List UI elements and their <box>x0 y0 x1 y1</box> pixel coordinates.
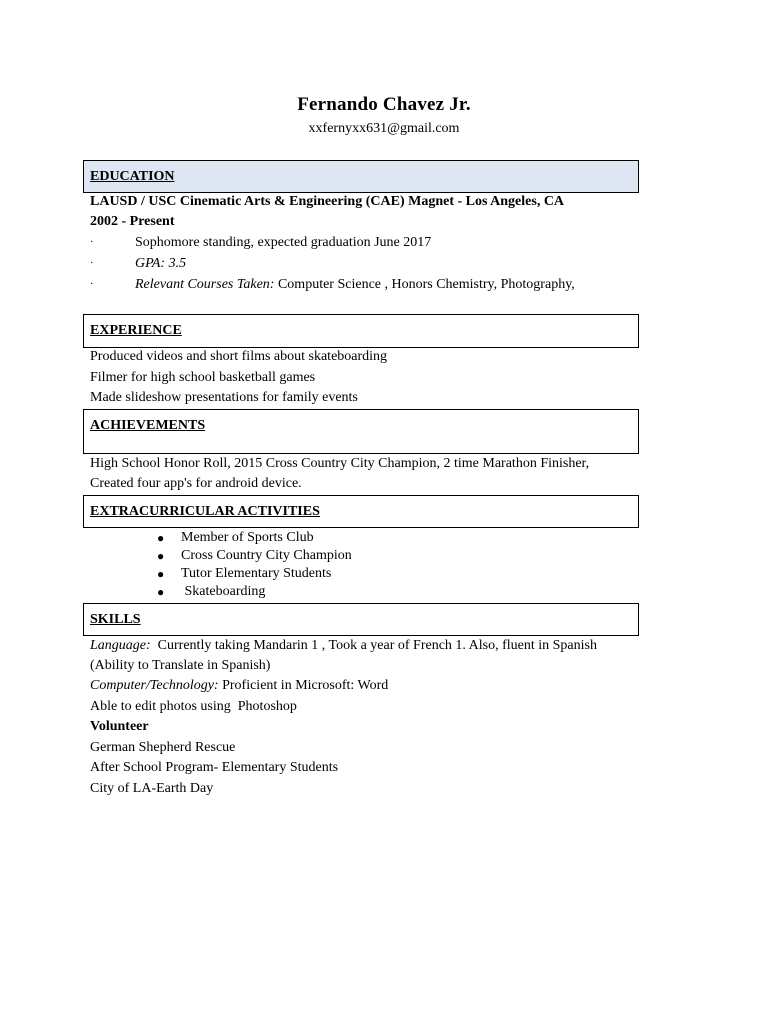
skills-photoshop: Able to edit photos using Photoshop <box>90 699 297 714</box>
language-value: Currently taking Mandarin 1 , Took a year of French 1. Also, fluent in Spanish <box>150 638 597 653</box>
extracurricular-item: Member of Sports Club <box>181 530 314 545</box>
achievements-line: Created four app's for android device. <box>90 476 302 491</box>
bullet-marker: ● <box>157 567 165 581</box>
skills-section-header <box>83 603 639 636</box>
education-courses <box>135 276 575 294</box>
volunteer-item: After School Program- Elementary Students <box>90 760 339 775</box>
extracurricular-section-header <box>83 495 639 528</box>
experience-item: Filmer for high school basketball games <box>90 370 316 385</box>
extracurricular-item: Cross Country City Champion <box>181 548 352 563</box>
language-label: Language: <box>90 638 151 653</box>
courses-value: Computer Science , Honors Chemistry, Photography, <box>274 277 575 292</box>
bullet-marker: · <box>90 258 94 269</box>
candidate-email: xxfernyxx631@gmail.com <box>308 121 460 136</box>
achievements-heading: ACHIEVEMENTS <box>90 418 206 433</box>
volunteer-item: City of LA-Earth Day <box>90 781 214 796</box>
experience-section-header <box>83 314 639 348</box>
skills-language-cont: (Ability to Translate in Spanish) <box>90 658 271 673</box>
volunteer-heading: Volunteer <box>90 719 149 734</box>
tech-label: Computer/Technology: <box>90 678 219 693</box>
bullet-marker: · <box>90 279 94 290</box>
experience-item: Produced videos and short films about skateboarding <box>90 349 388 364</box>
extracurricular-heading: EXTRACURRICULAR ACTIVITIES <box>90 504 320 519</box>
skills-tech <box>90 677 388 695</box>
volunteer-item: German Shepherd Rescue <box>90 740 236 755</box>
achievements-section-header <box>83 409 639 454</box>
experience-item: Made slideshow presentations for family events <box>90 390 358 405</box>
education-gpa: GPA: 3.5 <box>135 256 187 271</box>
achievements-line: High School Honor Roll, 2015 Cross Country City Champion, 2 time Marathon Finisher, <box>90 456 590 471</box>
bullet-marker: ● <box>157 585 165 599</box>
bullet-marker: · <box>90 237 94 248</box>
bullet-marker: ● <box>157 531 165 545</box>
experience-heading: EXPERIENCE <box>90 323 182 338</box>
education-dates: 2002 - Present <box>90 214 175 229</box>
skills-language <box>90 637 597 655</box>
education-school: LAUSD / USC Cinematic Arts & Engineering (CAE) Magnet - Los Angeles, CA <box>90 194 565 209</box>
education-section-header <box>83 160 639 193</box>
candidate-name: Fernando Chavez Jr. <box>297 94 471 115</box>
bullet-marker: ● <box>157 549 165 563</box>
education-standing: Sophomore standing, expected graduation June 2017 <box>135 235 432 250</box>
tech-value: Proficient in Microsoft: Word <box>218 678 389 693</box>
extracurricular-item: Tutor Elementary Students <box>181 566 332 581</box>
extracurricular-item: Skateboarding <box>181 584 266 599</box>
courses-label: Relevant Courses Taken: <box>135 277 275 292</box>
education-heading: EDUCATION <box>90 169 175 184</box>
skills-heading: SKILLS <box>90 612 141 627</box>
